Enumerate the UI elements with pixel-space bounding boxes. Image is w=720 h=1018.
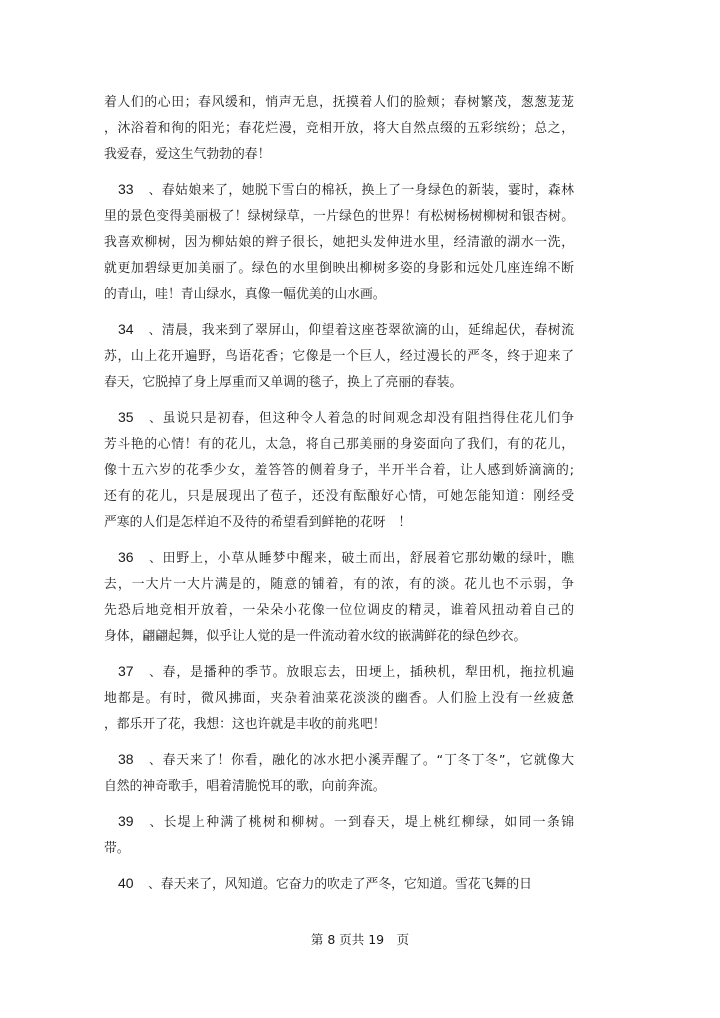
line-text: 的青山，哇！青山绿水，真像一幅优美的山水画。 — [104, 287, 386, 302]
text-line — [104, 484, 574, 510]
item-number: 35 — [118, 409, 134, 425]
item-number: 33 — [118, 181, 134, 197]
paragraph — [104, 176, 574, 308]
text-line — [104, 404, 574, 432]
line-text: 地都是。有时，微风拂面，夹杂着油菜花淡淡的幽香。人们脸上没有一丝疲惫 — [104, 691, 574, 706]
text-line — [104, 544, 574, 572]
line-text: 、长堤上种满了桃树和柳树。一到春天，堤上桃红柳绿，如同一条锦 — [148, 815, 574, 830]
item-number: 37 — [118, 663, 134, 679]
line-text: 我喜欢柳树，因为柳姑娘的辫子很长，她把头发伸进水里，经清澈的湖水一洗， — [104, 235, 574, 250]
text-line — [104, 686, 574, 712]
paragraph — [104, 746, 574, 800]
paragraph — [104, 316, 574, 396]
line-text: 、清晨，我来到了翠屏山，仰望着这座苍翠欲滴的山，延绵起伏，春树流 — [148, 323, 574, 338]
text-line — [104, 176, 574, 204]
text-line — [104, 90, 574, 116]
line-text: 严寒的人们是怎样迫不及待的希望看到鲜艳的花呀 ！ — [104, 515, 412, 530]
text-line — [104, 510, 574, 536]
line-text: 、春，是播种的季节。放眼忘去，田埂上，插秧机，犁田机，拖拉机遍 — [148, 665, 574, 680]
page-footer: 第 8 页共 19 页 — [310, 932, 410, 947]
text-line — [104, 432, 574, 458]
text-line — [104, 808, 574, 836]
text-line — [104, 344, 574, 370]
paragraph — [104, 658, 574, 738]
line-text: ，都乐开了花，我想：这也许就是丰收的前兆吧！ — [104, 717, 386, 732]
line-text: 、田野上，小草从睡梦中醒来，破土而出，舒展着它那幼嫩的绿叶，瞧 — [148, 551, 574, 566]
line-text: 像十五六岁的花季少女，羞答答的侧着身子，半开半合着，让人感到娇滴滴的; — [104, 463, 574, 478]
text-line — [104, 370, 574, 396]
text-line — [104, 572, 574, 598]
text-line — [104, 116, 574, 142]
line-text: 自然的神奇歌手，唱着清脆悦耳的歌，向前奔流。 — [104, 779, 386, 794]
paragraph — [104, 404, 574, 536]
text-line — [104, 746, 574, 774]
line-text: ，沐浴着和徇的阳光；春花烂漫，竞相开放，将大自然点缀的五彩缤纷；总之， — [104, 121, 574, 136]
line-text: 里的景色变得美丽极了！绿树绿草，一片绿色的世界！有松树杨树柳树和银杏树。 — [104, 209, 574, 224]
text-line — [104, 256, 574, 282]
item-number: 39 — [118, 813, 134, 829]
paragraph — [104, 544, 574, 650]
text-line — [104, 598, 574, 624]
paragraph — [104, 870, 574, 898]
document-page — [104, 90, 574, 906]
text-line — [104, 230, 574, 256]
text-line — [104, 870, 574, 898]
item-number: 36 — [118, 549, 134, 565]
line-text: 我爱春，爱这生气勃勃的春！ — [104, 147, 271, 162]
text-line — [104, 624, 574, 650]
text-line — [104, 658, 574, 686]
line-text: 、春姑娘来了，她脱下雪白的棉袄，换上了一身绿色的新装，霎时，森林 — [148, 183, 574, 198]
text-line — [104, 774, 574, 800]
text-line — [104, 458, 574, 484]
item-number: 34 — [118, 321, 134, 337]
paragraph — [104, 90, 574, 168]
text-line — [104, 282, 574, 308]
line-text: 、春天来了，风知道。它奋力的吹走了严冬，它知道。雪花飞舞的日 — [148, 877, 532, 892]
line-text: 、春天来了！你看，融化的冰水把小溪弄醒了。“丁冬丁冬”，它就像大 — [148, 753, 574, 768]
line-text: 还有的花儿，只是展现出了苞子，还没有酝酿好心情，可她怎能知道：刚经受 — [104, 489, 574, 504]
line-text: 先恐后地竞相开放着，一朵朵小花像一位位调皮的精灵，谁着风扭动着自己的 — [104, 603, 574, 618]
line-text: 带。 — [104, 841, 130, 856]
item-number: 40 — [118, 875, 134, 891]
line-text: 着人们的心田；春风缓和，悄声无息，抚摸着人们的脸颊；春树繁茂，葱葱茏茏 — [104, 95, 574, 110]
text-line — [104, 204, 574, 230]
line-text: 春天，它脱掉了身上厚重而又单调的毯子，换上了亮丽的春装。 — [104, 375, 463, 390]
paragraph — [104, 808, 574, 862]
line-text: 身体，翩翩起舞，似乎让人觉的是一件流动着水纹的嵌满鲜花的绿色纱衣。 — [104, 629, 527, 644]
line-text: 、虽说只是初春，但这种令人着急的时间观念却没有阻挡得住花儿们争 — [148, 411, 574, 426]
line-text: 去，一大片一大片满是的，随意的铺着，有的浓，有的淡。花儿也不示弱，争 — [104, 577, 574, 592]
text-line — [104, 712, 574, 738]
text-line — [104, 316, 574, 344]
text-line — [104, 142, 574, 168]
line-text: 就更加碧绿更加美丽了。绿色的水里倒映出柳树多姿的身影和远处几座连绵不断 — [104, 261, 574, 276]
text-line — [104, 836, 574, 862]
line-text: 苏，山上花开遍野，鸟语花香；它像是一个巨人，经过漫长的严冬，终于迎来了 — [104, 349, 574, 364]
item-number: 38 — [118, 751, 134, 767]
line-text: 芳斗艳的心情！有的花儿，太急，将自己那美丽的身姿面向了我们，有的花儿， — [104, 437, 574, 452]
